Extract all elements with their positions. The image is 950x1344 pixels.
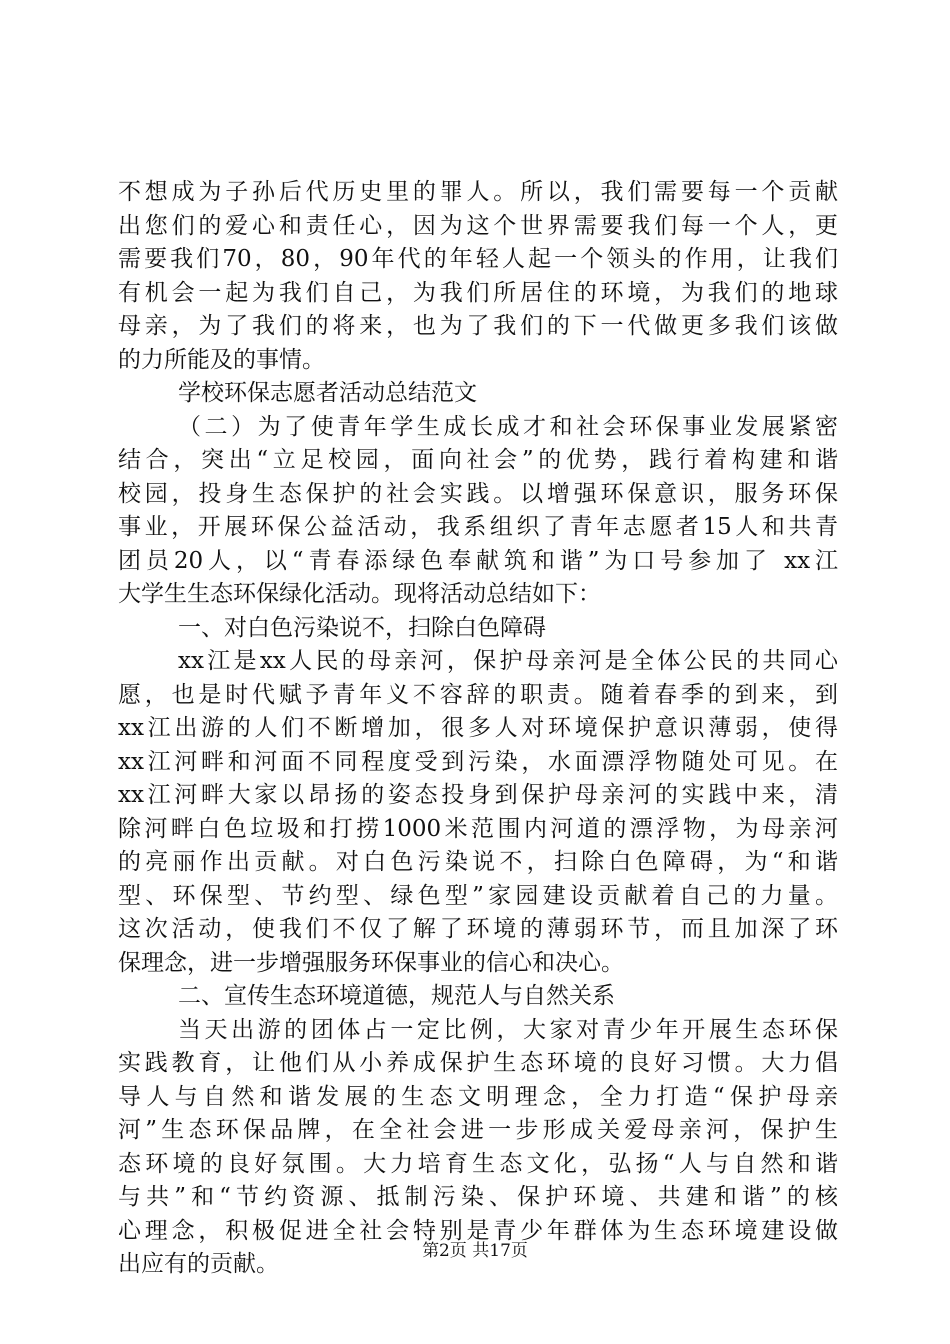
text-line: 出应有的贡献。 bbox=[118, 1251, 279, 1277]
section-heading: 二、宣传生态环境道德，规范人与自然关系 bbox=[178, 983, 615, 1009]
text-line: 导人与自然和谐发展的生态文明理念，全力打造“保护母亲 bbox=[118, 1083, 838, 1110]
text-line: 实践教育，让他们从小养成保护生态环境的良好习惯。大力倡 bbox=[118, 1050, 838, 1076]
text-line: 校园，投身生态保护的社会实践。以增强环保意识，服务环保 bbox=[118, 480, 838, 507]
text-line: 心理念，积极促进全社会特别是青少年群体为生态环境建设做 bbox=[118, 1217, 838, 1244]
text-line: 除河畔白色垃圾和打捞1000米范围内河道的漂浮物，为母亲河 bbox=[118, 815, 838, 842]
text-line: 的力所能及的事情。 bbox=[118, 346, 325, 373]
section-heading: 一、对白色污染说不，扫除白色障碍 bbox=[178, 614, 546, 641]
text-line: xx江出游的人们不断增加，很多人对环境保护意识薄弱，使得 bbox=[118, 715, 838, 741]
text-line: 保理念，进一步增强服务环保事业的信心和决心。 bbox=[118, 949, 624, 976]
page-number: 第2页 共17页 bbox=[422, 1241, 528, 1261]
text-line: 母亲，为了我们的将来，也为了我们的下一代做更多我们该做 bbox=[118, 313, 838, 339]
text-line: 大学生生态环保绿化活动。现将活动总结如下： bbox=[118, 581, 601, 607]
text-line: （二）为了使青年学生成长成才和社会环保事业发展紧密 bbox=[178, 413, 838, 440]
text-line: 需要我们70，80，90年代的年轻人起一个领头的作用，让我们 bbox=[118, 246, 838, 272]
text-line: 当天出游的团体占一定比例，大家对青少年开展生态环保 bbox=[178, 1016, 838, 1043]
text-line: 出您们的爱心和责任心，因为这个世界需要我们每一个人，更 bbox=[118, 212, 838, 239]
text-line: 事业，开展环保公益活动，我系组织了青年志愿者15人和共青 bbox=[118, 514, 838, 540]
section-title: 学校环保志愿者活动总结范文 bbox=[178, 380, 477, 406]
text-line: 型、环保型、节约型、绿色型”家园建设贡献着自己的力量。 bbox=[118, 882, 838, 909]
text-line: 不想成为子孙后代历史里的罪人。所以，我们需要每一个贡献 bbox=[118, 179, 838, 205]
text-line: 的亮丽作出贡献。对白色污染说不，扫除白色障碍，为“和谐 bbox=[118, 849, 838, 875]
text-line: 团员20人，以“青春添绿色奉献筑和谐”为口号参加了 xx江 bbox=[118, 547, 838, 574]
text-line: xx江河畔和河面不同程度受到污染，水面漂浮物随处可见。在 bbox=[118, 748, 838, 775]
text-line: 这次活动，使我们不仅了解了环境的薄弱环节，而且加深了环 bbox=[118, 916, 838, 942]
text-line: xx江河畔大家以昂扬的姿态投身到保护母亲河的实践中来，清 bbox=[118, 782, 838, 808]
text-line: 态环境的良好氛围。大力培育生态文化，弘扬“人与自然和谐 bbox=[118, 1150, 838, 1177]
text-line: 愿，也是时代赋予青年义不容辞的职责。随着春季的到来，到 bbox=[118, 681, 838, 708]
text-line: 河”生态环保品牌，在全社会进一步形成关爱母亲河，保护生 bbox=[118, 1117, 838, 1143]
text-line: xx江是xx人民的母亲河，保护母亲河是全体公民的共同心 bbox=[178, 648, 838, 674]
text-line: 有机会一起为我们自己，为我们所居住的环境，为我们的地球 bbox=[118, 279, 838, 306]
document-body bbox=[118, 176, 838, 1282]
text-line: 与共”和“节约资源、抵制污染、保护环境、共建和谐”的核 bbox=[118, 1184, 838, 1210]
text-line: 结合，突出“立足校园，面向社会”的优势，践行着构建和谐 bbox=[118, 447, 838, 473]
